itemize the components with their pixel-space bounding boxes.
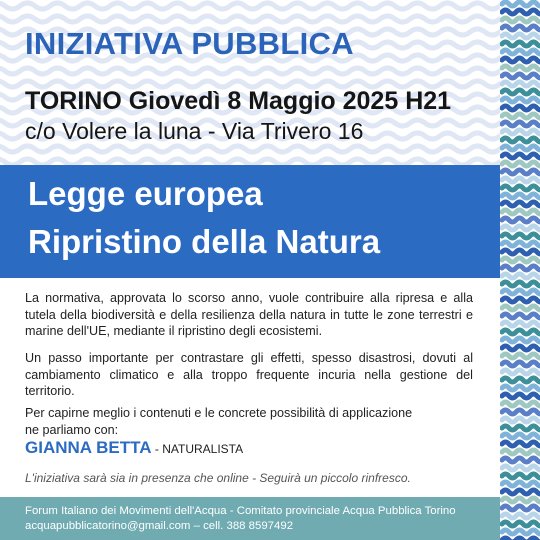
- event-note: L'iniziativa sarà sia in presenza che online - Seguirà un piccolo rinfresco.: [25, 471, 411, 485]
- speaker-role: - NATURALISTA: [151, 442, 244, 456]
- speaker-name: GIANNA BETTA: [25, 438, 152, 457]
- paragraph-3-line-1: Per capirne meglio i contenuti e le concrete possibilità di applicazione: [25, 406, 413, 420]
- footer-contact[interactable]: acquapubblicatorino@gmail.com – cell. 388 8597492: [25, 520, 294, 532]
- banner-title-line-2: Ripristino della Natura: [28, 223, 381, 260]
- speaker: [25, 438, 243, 458]
- event-date-line: TORINO Giovedì 8 Maggio 2025 H21: [25, 87, 452, 115]
- footer-band: [0, 497, 500, 540]
- header-title: INIZIATIVA PUBBLICA: [25, 26, 354, 61]
- wave-border-decoration: [500, 0, 540, 540]
- footer-organizer: Forum Italiano dei Movimenti dell'Acqua - Comitato provinciale Acqua Pubblica Torino: [25, 505, 456, 517]
- paragraph-3: [25, 405, 473, 438]
- paragraph-2: Un passo importante per contrastare gli effetti, spesso disastrosi, dovuti al cambiamento climatico e alla troppo frequente incuria nella gestione del territorio.: [25, 351, 473, 398]
- paragraph-1: La normativa, approvata lo scorso anno, vuole contribuire alla ripresa e alla tutela della biodiversità e della resilienza della natura in tutte le zone terrestri e marine dell'UE, mediante il ripristino degli ecosistemi.: [25, 291, 473, 338]
- paragraph-3-line-2: ne parliamo con:: [25, 422, 119, 437]
- venue-line: c/o Volere la luna - Via Trivero 16: [25, 118, 364, 144]
- banner-title-line-1: Legge europea: [28, 175, 263, 212]
